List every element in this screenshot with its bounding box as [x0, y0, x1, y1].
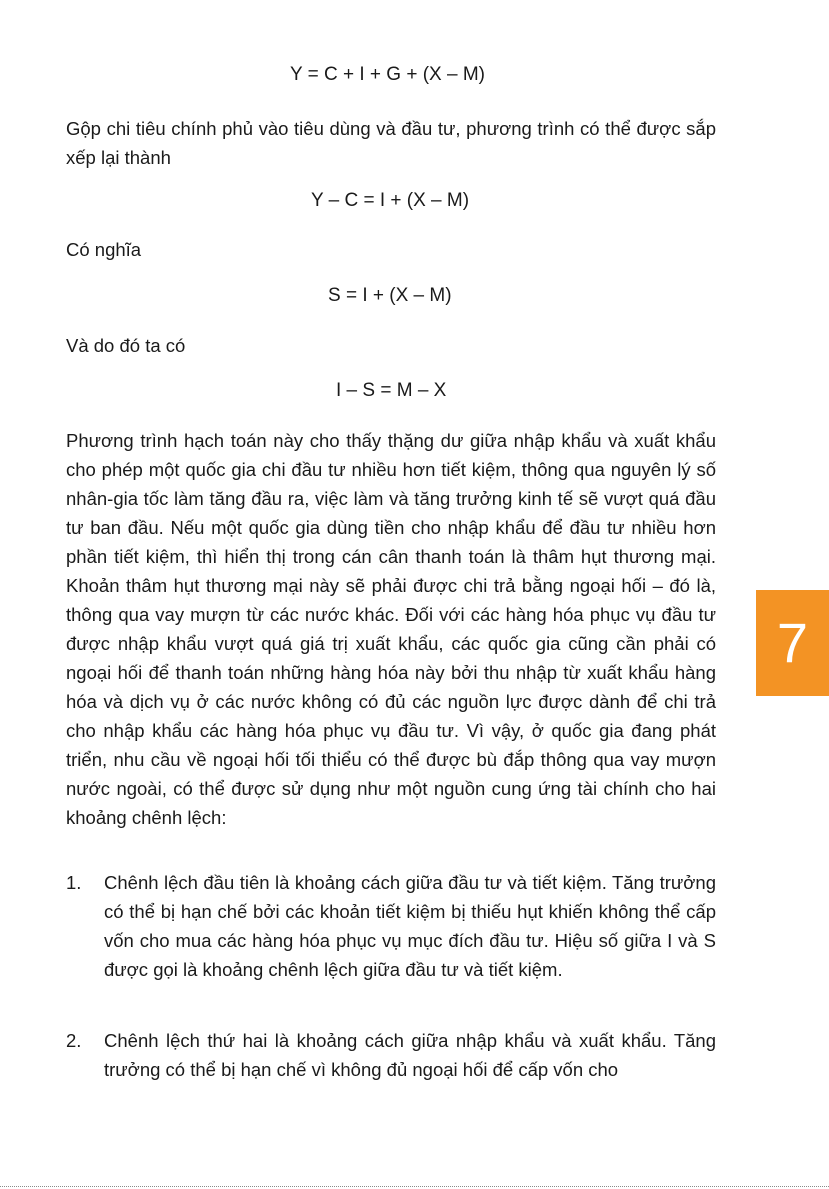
- paragraph-1: Gộp chi tiêu chính phủ vào tiêu dùng và đầu tư, phương trình có thể được sắp xếp lại thành: [66, 118, 716, 168]
- list-item-number: 1.: [66, 872, 82, 893]
- paragraph-3: Và do đó ta có: [66, 335, 186, 356]
- list-item-text: Chênh lệch đầu tiên là khoảng cách giữa đầu tư và tiết kiệm. Tăng trưởng có thể bị hạn chế bởi các khoản tiết kiệm bị thiếu hụt khiến không thể cấp vốn cho mua các hàng hóa phục vụ mục đích đầu tư. Hiệu số giữa I và S được gọi là khoảng chênh lệch giữa đầu tư và tiết kiệm.: [104, 872, 716, 980]
- equation-1: Y = C + I + G + (X – M): [290, 64, 486, 85]
- page-bottom-border: [0, 1186, 829, 1187]
- list-item-text: Chênh lệch thứ hai là khoảng cách giữa nhập khẩu và xuất khẩu. Tăng trưởng có thể bị hạn chế vì không đủ ngoại hối để cấp vốn cho: [104, 1030, 716, 1080]
- paragraph-2: Có nghĩa: [66, 239, 142, 260]
- equation-3: S = I + (X – M): [328, 285, 452, 306]
- paragraph-4: Phương trình hạch toán này cho thấy thặng dư giữa nhập khẩu và xuất khẩu cho phép một quốc gia chi đầu tư nhiều hơn tiết kiệm, thông qua nguyên lý số nhân-gia tốc làm tăng đầu ra, việc làm và tăng trưởng kinh tế sẽ vượt quá đầu tư ban đầu. Nếu một quốc gia dùng tiền cho nhập khẩu để đầu tư nhiều hơn phần tiết kiệm, thì hiển thị trong cán cân thanh toán là thâm hụt thương mại. Khoản thâm hụt thương mại này sẽ phải được chi trả bằng ngoại hối – đó là, thông qua vay mượn từ các nước khác. Đối với các hàng hóa phục vụ đầu tư được nhập khẩu vượt quá giá trị xuất khẩu, các quốc gia cũng cần phải có ngoại hối để thanh toán những hàng hóa này bởi thu nhập từ xuất khẩu hàng hóa và dịch vụ ở các nước không có đủ các nguồn lực được dành để chi trả cho nhập khẩu các hàng hóa phục vụ đầu tư. Vì vậy, ở quốc gia đang phát triển, nhu cầu về ngoại hối tối thiểu có thể được bù đắp thông qua vay mượn nước ngoài, có thể được sử dụng như một nguồn cung ứng tài chính cho hai khoảng chênh lệch:: [66, 430, 716, 828]
- list-item-1: [66, 868, 716, 984]
- list-item-2: [66, 1026, 716, 1084]
- equation-2: Y – C = I + (X – M): [311, 190, 470, 211]
- list-item-number: 2.: [66, 1030, 82, 1051]
- chapter-number-tab: 7: [756, 590, 829, 696]
- equation-4: I – S = M – X: [336, 380, 447, 401]
